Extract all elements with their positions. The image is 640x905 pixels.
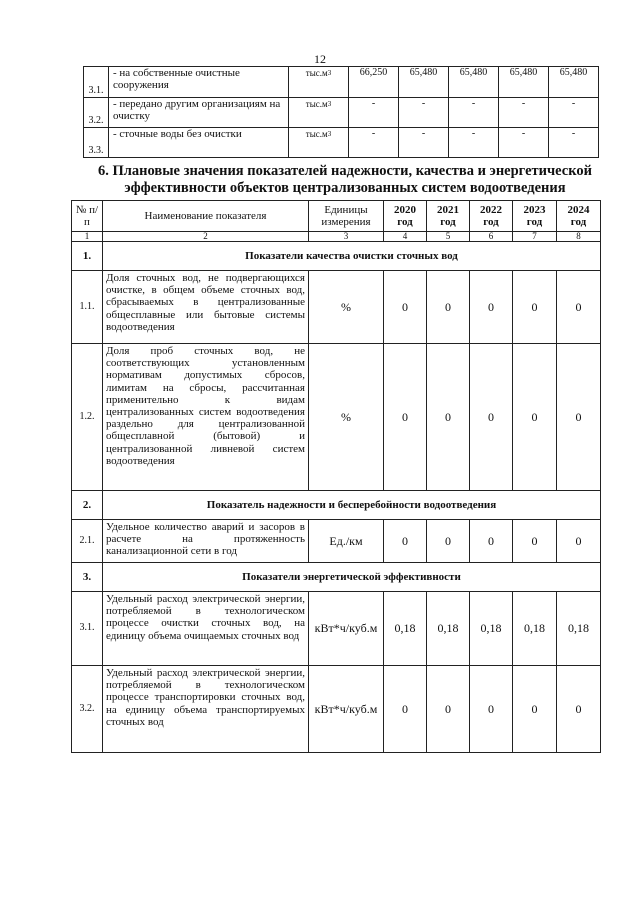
section-heading: Показатели качества очистки сточных вод	[103, 242, 601, 271]
indicator-value: 0	[557, 520, 601, 563]
indicator-value: 0	[427, 344, 470, 491]
indicator-value: 0	[427, 520, 470, 563]
row-value: 65,480	[499, 67, 549, 98]
unit-superscript: 3	[327, 100, 332, 108]
table-row	[84, 128, 599, 158]
row-unit	[289, 98, 349, 128]
section-row	[72, 563, 601, 592]
unit-text: тыс.м	[305, 99, 328, 109]
section-number: 2.	[72, 491, 103, 520]
indicator-value: 0	[384, 666, 427, 753]
header-name: Наименование показателя	[103, 201, 309, 232]
row-value: -	[349, 128, 399, 158]
row-value: -	[499, 98, 549, 128]
indicator-value: 0	[513, 344, 557, 491]
indicator-name: Доля сточных вод, не подвергающихся очистке, в общем объеме сточных вод, сбрасываемых в централизованные общесплавные или бытовые системы водоотведения	[103, 271, 309, 344]
column-index-row	[72, 232, 601, 242]
row-value: 65,480	[449, 67, 499, 98]
indicator-value: 0	[470, 271, 513, 344]
indicator-value: 0,18	[557, 592, 601, 666]
row-number: 3.2.	[72, 666, 103, 753]
indicator-unit: кВт*ч/куб.м	[309, 592, 384, 666]
indicator-value: 0,18	[470, 592, 513, 666]
row-unit	[289, 128, 349, 158]
indicator-value: 0	[470, 666, 513, 753]
row-number: 3.1.	[84, 67, 109, 98]
unit-superscript: 3	[327, 130, 332, 138]
row-number: 2.1.	[72, 520, 103, 563]
indicator-row	[72, 520, 601, 563]
table-header-row	[72, 201, 601, 232]
row-value: -	[349, 98, 399, 128]
column-index: 5	[427, 232, 470, 242]
table-row	[84, 98, 599, 128]
header-year: 2020 год	[384, 201, 427, 232]
column-index: 7	[513, 232, 557, 242]
indicator-value: 0	[427, 666, 470, 753]
row-value: 66,250	[349, 67, 399, 98]
row-number: 1.1.	[72, 271, 103, 344]
row-name: - передано другим организациям на очистку	[109, 98, 289, 128]
continued-volume-table	[83, 66, 599, 158]
indicators-table	[71, 200, 601, 753]
indicator-value: 0,18	[384, 592, 427, 666]
column-index: 4	[384, 232, 427, 242]
row-value: -	[499, 128, 549, 158]
indicator-value: 0	[470, 344, 513, 491]
section-number: 1.	[72, 242, 103, 271]
indicator-unit: %	[309, 344, 384, 491]
indicator-value: 0,18	[427, 592, 470, 666]
header-year: 2023 год	[513, 201, 557, 232]
row-value: -	[449, 98, 499, 128]
indicator-value: 0	[513, 520, 557, 563]
indicator-name: Доля проб сточных вод, не соответствующих установленным нормативам допустимых сбросов, лимитам на сбросы, рассчитанная применительно к видам централизованных систем водоотведения раздельно для централизованной общесплавной (бытовой) и централизованной ливневой систем водоотведения	[103, 344, 309, 491]
section-heading: Показатель надежности и бесперебойности водоотведения	[103, 491, 601, 520]
header-unit: Единицы измерения	[309, 201, 384, 232]
indicator-row	[72, 271, 601, 344]
indicator-row	[72, 592, 601, 666]
row-name: - на собственные очистные сооружения	[109, 67, 289, 98]
column-index: 6	[470, 232, 513, 242]
section-row	[72, 242, 601, 271]
row-value: -	[399, 98, 449, 128]
section-title: 6. Плановые значения показателей надежности, качества и энергетической эффективности объектов централизованных систем водоотведения	[98, 163, 592, 196]
indicator-unit: Ед./км	[309, 520, 384, 563]
row-value: 65,480	[549, 67, 599, 98]
row-value: -	[399, 128, 449, 158]
header-year: 2022 год	[470, 201, 513, 232]
indicator-unit: кВт*ч/куб.м	[309, 666, 384, 753]
unit-text: тыс.м	[305, 68, 328, 78]
header-year: 2021 год	[427, 201, 470, 232]
indicator-name: Удельный расход электрической энергии, потребляемой в технологическом процессе очистки сточных вод, на единицу объема очищаемых сточных вод	[103, 592, 309, 666]
table-row	[84, 67, 599, 98]
indicator-row	[72, 666, 601, 753]
indicator-value: 0	[427, 271, 470, 344]
unit-text: тыс.м	[305, 129, 328, 139]
indicator-value: 0	[557, 666, 601, 753]
row-unit	[289, 67, 349, 98]
unit-superscript: 3	[327, 69, 332, 77]
column-index: 8	[557, 232, 601, 242]
indicator-value: 0,18	[513, 592, 557, 666]
column-index: 3	[309, 232, 384, 242]
row-number: 3.1.	[72, 592, 103, 666]
row-name: - сточные воды без очистки	[109, 128, 289, 158]
row-number: 3.2.	[84, 98, 109, 128]
indicator-value: 0	[557, 271, 601, 344]
indicator-value: 0	[470, 520, 513, 563]
row-value: -	[549, 98, 599, 128]
indicator-value: 0	[384, 520, 427, 563]
header-year: 2024 год	[557, 201, 601, 232]
section-row	[72, 491, 601, 520]
indicator-name: Удельный расход электрической энергии, потребляемой в технологическом процессе транспортировки сточных вод, на единицу объема транспортируемых сточных вод	[103, 666, 309, 753]
column-index: 1	[72, 232, 103, 242]
row-number: 1.2.	[72, 344, 103, 491]
column-index: 2	[103, 232, 309, 242]
section-number: 3.	[72, 563, 103, 592]
section-heading: Показатели энергетической эффективности	[103, 563, 601, 592]
header-num: № п/п	[72, 201, 103, 232]
indicator-value: 0	[384, 271, 427, 344]
indicator-row	[72, 344, 601, 491]
page-number: 12	[314, 52, 326, 66]
indicator-value: 0	[557, 344, 601, 491]
row-value: 65,480	[399, 67, 449, 98]
indicator-value: 0	[384, 344, 427, 491]
indicator-value: 0	[513, 271, 557, 344]
indicator-value: 0	[513, 666, 557, 753]
row-value: -	[449, 128, 499, 158]
indicator-unit: %	[309, 271, 384, 344]
row-number: 3.3.	[84, 128, 109, 158]
indicator-name: Удельное количество аварий и засоров в расчете на протяженность канализационной сети в год	[103, 520, 309, 563]
row-value: -	[549, 128, 599, 158]
